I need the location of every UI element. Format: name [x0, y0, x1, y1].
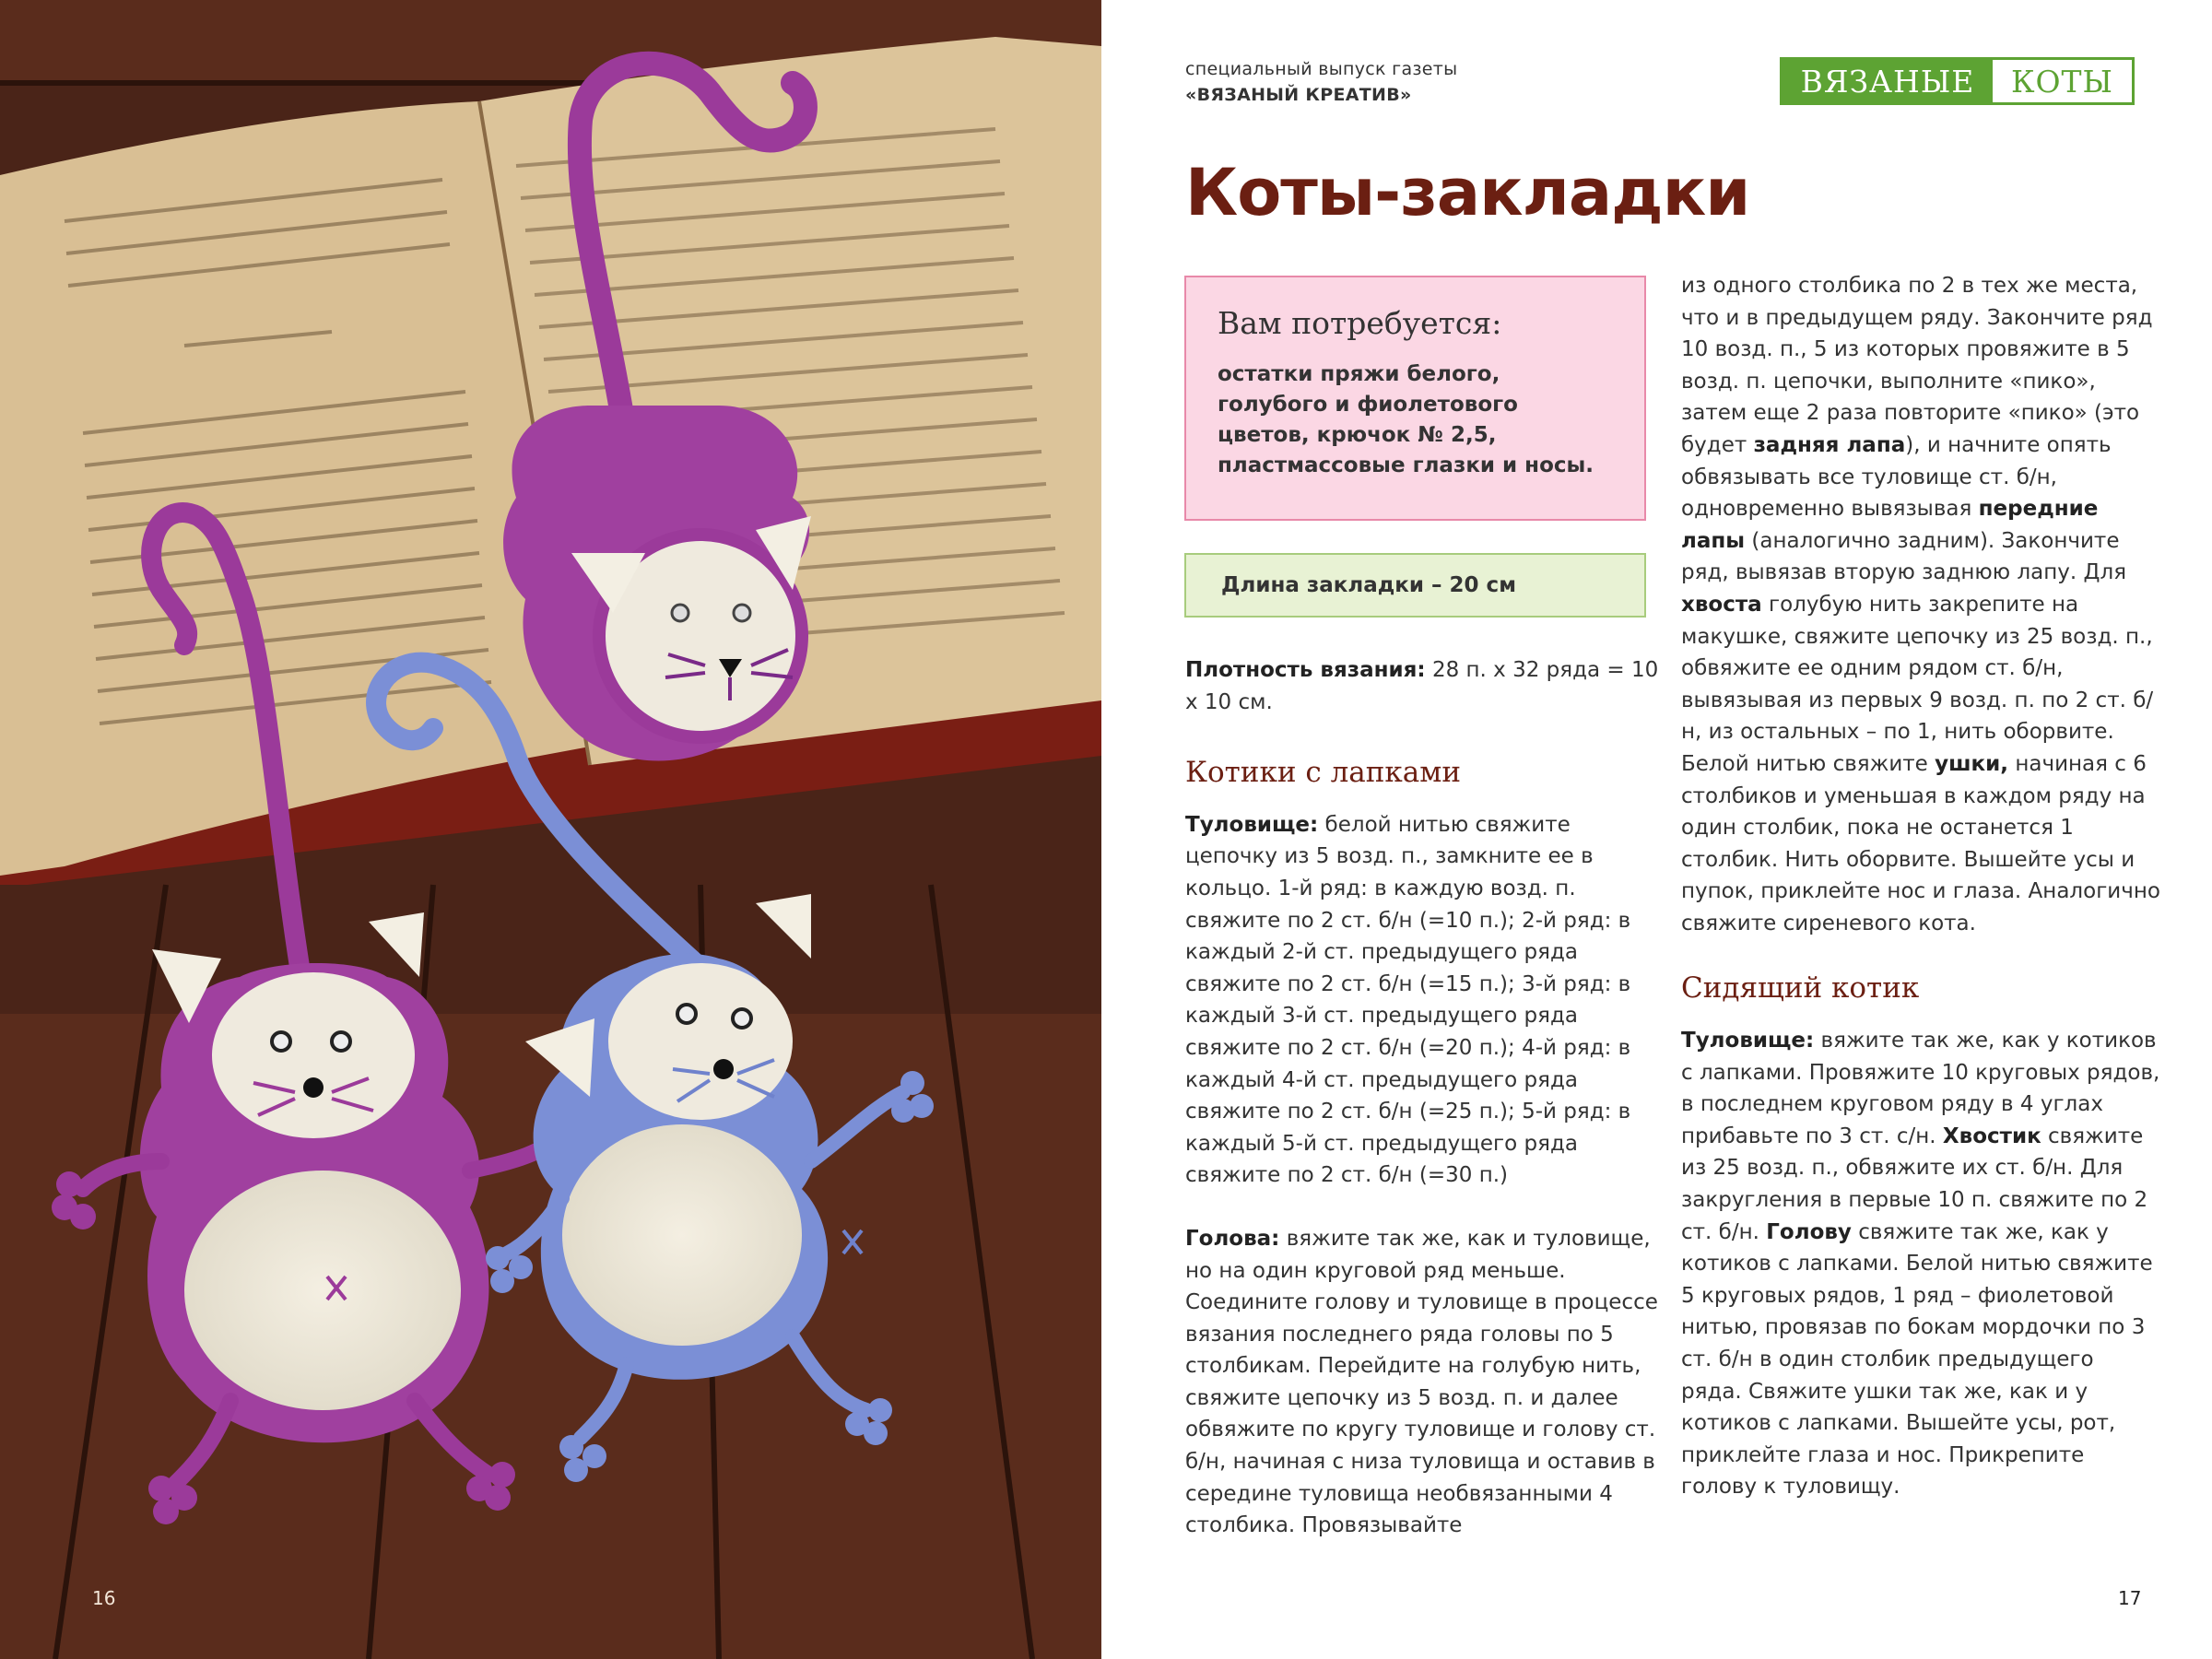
head-paragraph	[1185, 1223, 1665, 1542]
body-paragraph	[1185, 809, 1665, 1192]
header-newspaper-name: «ВЯЗАНЫЙ КРЕАТИВ»	[1185, 85, 1412, 105]
header-subtitle: специальный выпуск газеты	[1185, 59, 1458, 79]
badge-right-label: КОТЫ	[2010, 63, 2114, 100]
cont-text-f: начиная с 6 столбиков и уменьшая в каждом ряду на один столбик, пока не останется 1 столбик. Нить оборвите. Вышейте усы и пупок, приклейте нос и глаза. Аналогично свяжите сиреневого кота.	[1681, 751, 2160, 935]
text-column-left	[1185, 654, 1665, 1542]
materials-line: пластмассовые глазки и носы.	[1218, 453, 1594, 477]
cont-bold-ears: ушки,	[1935, 751, 2009, 776]
page-title: Коты-закладки	[1185, 155, 1750, 230]
cont-text-c: ), и начните опять обвязывать все туловище ст. б/н, одновременно вывязывая	[1681, 432, 2112, 522]
materials-line: голубого и фиолетового	[1218, 393, 1518, 417]
photo-crochet-cats	[0, 0, 1101, 1659]
section-heading-paws: Котики с лапками	[1185, 756, 1462, 790]
cont-text-d: (аналогично задним). Закончите ряд, вывязав вторую заднюю лапу. Для	[1681, 528, 2127, 585]
body-label: Туловище:	[1185, 812, 1319, 837]
sitting-paragraph	[1681, 1025, 2160, 1503]
sitting-text-1: вяжите так же, как у котиков с лапками. Провяжите 10 круговых рядов, в последнем круговом ряду в 4 углах прибавьте по 3 ст. с/н.	[1681, 1029, 2160, 1148]
materials-heading: Вам потребуется:	[1218, 305, 1502, 341]
sitting-text-2: свяжите из 25 возд. п., обвяжите их ст. б/н. Для закругления в первые 10 п. свяжите по 2 ст. б/н.	[1681, 1124, 2148, 1244]
page-number-left: 16	[92, 1587, 116, 1609]
length-box: Длина закладки – 20 см	[1184, 553, 1646, 618]
continuation-paragraph	[1681, 270, 2160, 939]
materials-line: остатки пряжи белого,	[1218, 362, 1500, 386]
section-badge	[1780, 57, 2135, 105]
sitting-text-3: свяжите так же, как у котиков с лапками. Белой нитью свяжите 5 круговых рядов, 1 ряд – фиолетовой нитью, провязав по бокам мордочки по 3 ст. б/н в один столбик предыдущего ряда. Свяжите ушки так же, как и у котиков с лапками. Вышейте усы, рот, приклейте глаза и нос. Прикрепите голову к туловищу.	[1681, 1219, 2153, 1500]
density-text: 28 п. х 32 ряда = 10 х 10 см.	[1185, 658, 1659, 714]
cont-bold-front-paws: передние лапы	[1681, 497, 2099, 553]
sitting-bold-tail: Хвостик	[1942, 1124, 2041, 1148]
sitting-bold-head: Голову	[1766, 1219, 1852, 1244]
sitting-body-label: Туловище:	[1681, 1029, 1815, 1053]
photo-illustration	[0, 0, 1101, 1659]
cont-text-e: голубую нить закрепите на макушке, свяжите цепочку из 25 возд. п., обвяжите ее одним рядом ст. б/н, вывязывая из первых 9 возд. п. по 2 ст. б/н, из остальных – по 1, нить оборвите. Белой нитью свяжите	[1681, 592, 2154, 776]
head-text: вяжите так же, как и туловище, но на один круговой ряд меньше. Соедините голову и туловище в процессе вязания последнего ряда головы по 5 столбикам. Перейдите на голубую нить, свяжите цепочку из 5 возд. п. и далее обвяжите по кругу туловище и голову ст. б/н, начиная с низа туловища и оставив в середине туловища необвязанными 4 столбика. Провязывайте	[1185, 1226, 1658, 1538]
head-label: Голова:	[1185, 1226, 1280, 1251]
badge-left-label: ВЯЗАНЫЕ	[1783, 60, 1993, 102]
cont-bold-back-paw: задняя лапа	[1753, 432, 1906, 457]
text-column-right	[1681, 270, 2160, 1503]
density-label: Плотность вязания:	[1185, 658, 1426, 682]
density-paragraph	[1185, 654, 1665, 718]
page-number-right: 17	[2118, 1587, 2142, 1609]
body-text: белой нитью свяжите цепочку из 5 возд. п., замкните ее в кольцо. 1-й ряд: в каждую возд. п. свяжите по 2 ст. б/н (=10 п.); 2-й ряд: в каждый 2-й ст. предыдущего ряда свяжите по 2 ст. б/н (=15 п.); 3-й ряд: в каждый 3-й ст. предыдущего ряда свяжите по 2 ст. б/н (=20 п.); 4-й ряд: в каждый 4-й ст. предыдущего ряда свяжите по 2 ст. б/н (=25 п.); 5-й ряд: в каждый 5-й ст. предыдущего ряда свяжите по 2 ст. б/н (=30 п.)	[1185, 812, 1631, 1188]
materials-box	[1184, 276, 1646, 521]
materials-text	[1218, 359, 1613, 481]
section-heading-sitting: Сидящий котик	[1681, 971, 1920, 1006]
materials-line: цветов, крючок № 2,5,	[1218, 423, 1497, 447]
cont-bold-tail: хвоста	[1681, 592, 1762, 617]
cont-text-a: из одного столбика по 2 в тех же места, что и в предыдущем ряду. Закончите ряд 10 возд. п., 5 из которых провяжите в 5 возд. п. цепочки, выполните «пико», затем еще 2 раза повторите «пико» (это будет	[1681, 274, 2153, 457]
